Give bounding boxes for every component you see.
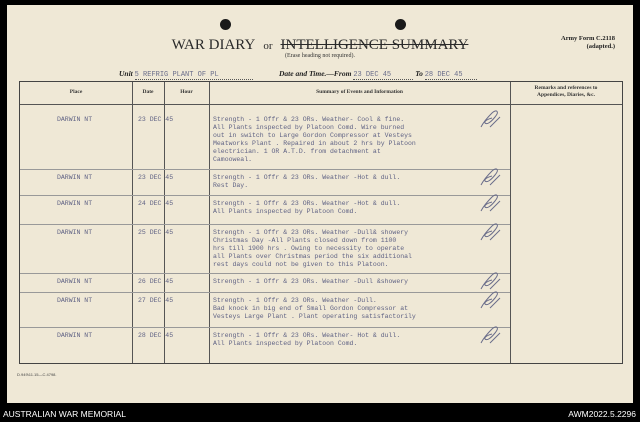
row-divider: [20, 292, 510, 293]
entry-summary: [213, 297, 416, 321]
entry-date: 27 DEC 45: [138, 297, 174, 304]
caption-accession-number: AWM2022.5.2296: [568, 409, 636, 419]
summary-line: Christmas Day -All Plants closed down from 1100: [213, 237, 397, 244]
entry-place: DARWIN NT: [57, 278, 93, 285]
summary-line: All Plants inspected by Platoon Comd.: [213, 340, 358, 347]
row-divider: [20, 195, 510, 196]
row-divider: [20, 169, 510, 170]
entry-place: DARWIN NT: [57, 332, 93, 339]
summary-line: electrician. 1 OR A.T.D. from detachment at: [213, 148, 381, 155]
summary-line: Camooweal.: [213, 156, 253, 163]
summary-line: All Plants inspected by Platoon Comd. Wire burned: [213, 124, 405, 131]
date-to-value: 28 DEC 45: [425, 71, 477, 80]
initials-signature-icon: [478, 108, 504, 130]
summary-line: Rest Day.: [213, 182, 249, 189]
unit-label: Unit: [119, 69, 133, 78]
date-from-label: Date and Time.—From: [279, 69, 352, 78]
title-or: or: [263, 40, 273, 52]
summary-line: Bad knock in big end of Small Gordon Compressor at: [213, 305, 409, 312]
initials-signature-icon: [478, 166, 504, 188]
initials-signature-icon: [478, 221, 504, 243]
initials-signature-icon: [478, 289, 504, 311]
entry-date: 26 DEC 45: [138, 278, 174, 285]
summary-line: Strength - 1 Offr & 23 ORs. Weather- Hot & dull.: [213, 332, 401, 339]
entry-place: DARWIN NT: [57, 174, 93, 181]
date-from-value: 23 DEC 45: [353, 71, 413, 80]
summary-line: All Plants inspected by Platoon Comd.: [213, 208, 358, 215]
header-place: Place: [69, 89, 83, 95]
page-title: [7, 36, 633, 54]
entry-summary: [213, 332, 400, 348]
header-remarks: [510, 85, 622, 99]
footer-printer-code: D.949\11.15—C.4798.: [17, 372, 57, 377]
initials-signature-icon: [478, 192, 504, 214]
header-date: Date: [142, 89, 154, 95]
date-field: [279, 69, 477, 80]
caption-institution: AUSTRALIAN WAR MEMORIAL: [3, 409, 126, 419]
entry-date: 24 DEC 45: [138, 200, 174, 207]
entry-place: DARWIN NT: [57, 229, 93, 236]
entry-date: 25 DEC 45: [138, 229, 174, 236]
summary-line: all Plants over Christmas period the six additional: [213, 253, 412, 260]
header-remarks-line1: Remarks and references to: [534, 85, 598, 91]
row-divider: [20, 327, 510, 328]
entry-summary: [213, 174, 400, 190]
entry-summary: [213, 229, 412, 269]
header-hour: Hour: [180, 89, 193, 95]
form-number: [561, 35, 615, 51]
war-diary-page: [7, 5, 633, 403]
summary-line: Strength - 1 Offr & 23 ORs. Weather -Dull.: [213, 297, 377, 304]
entry-summary: [213, 116, 416, 164]
form-number-label: Army Form C.2118: [561, 35, 615, 42]
unit-field: [119, 69, 253, 80]
entry-date: 23 DEC 45: [138, 174, 174, 181]
summary-line: hrs till 1900 hrs . Owing to necessity to operate: [213, 245, 405, 252]
initials-signature-icon: [478, 324, 504, 346]
summary-line: Meatworks Plant . Repaired in about 2 hrs by Platoon: [213, 140, 416, 147]
header-remarks-line2: Appendices, Diaries, &c.: [537, 92, 595, 98]
title-intelligence-summary: INTELLIGENCE SUMMARY: [280, 37, 469, 53]
summary-line: Strength - 1 Offr & 23 ORs. Weather- Cool & fine.: [213, 116, 405, 123]
summary-line: Strength - 1 Offr & 23 ORs. Weather -Hot & dull.: [213, 200, 401, 207]
entry-place: DARWIN NT: [57, 297, 93, 304]
entry-date: 28 DEC 45: [138, 332, 174, 339]
date-to-label: To: [415, 69, 423, 78]
form-adapted-label: (adapted.): [586, 43, 615, 50]
entry-place: DARWIN NT: [57, 116, 93, 123]
row-divider: [20, 224, 510, 225]
summary-line: Strength - 1 Offr & 23 ORs. Weather -Dull &showery: [213, 278, 409, 285]
punch-hole-right: [395, 19, 406, 30]
header-summary: Summary of Events and Information: [316, 89, 403, 95]
title-war-diary: WAR DIARY: [171, 37, 256, 53]
summary-line: Strength - 1 Offr & 23 ORs. Weather -Dull& showery: [213, 229, 409, 236]
punch-hole-left: [220, 19, 231, 30]
entry-date: 23 DEC 45: [138, 116, 174, 123]
summary-line: rest days could not be given to this Platoon.: [213, 261, 389, 268]
entry-summary: [213, 200, 400, 216]
summary-line: Vesteys Large Plant . Plant operating satisfactorily: [213, 313, 416, 320]
summary-line: out in switch to Large Gordon Compressor at Vesteys: [213, 132, 412, 139]
unit-value: 5 REFRIG PLANT OF PL: [135, 71, 253, 80]
entry-summary: [213, 278, 408, 286]
entry-place: DARWIN NT: [57, 200, 93, 207]
title-subtitle: (Erase heading not required).: [285, 53, 355, 59]
row-divider: [20, 273, 510, 274]
summary-line: Strength - 1 Offr & 23 ORs. Weather -Hot & dull.: [213, 174, 401, 181]
diary-table: [19, 81, 623, 364]
